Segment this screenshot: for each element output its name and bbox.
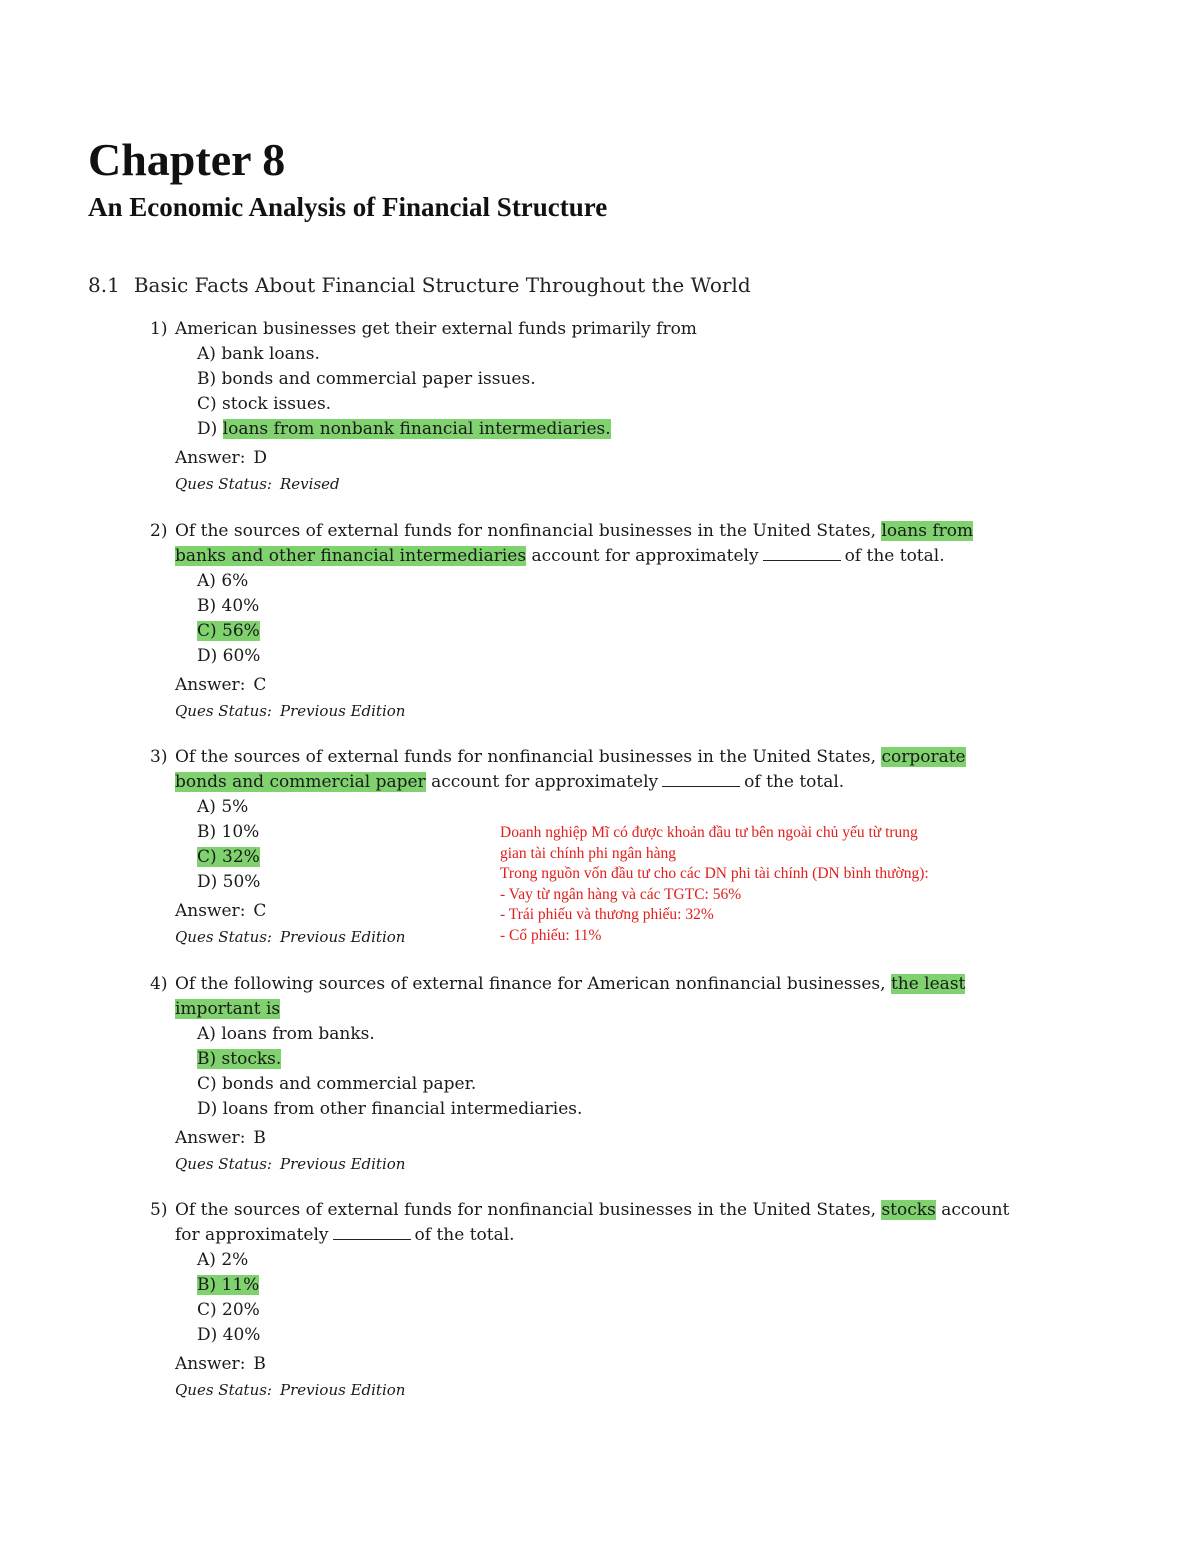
option-a: A) bank loans. (197, 344, 320, 364)
question-number: 5) (150, 1200, 168, 1220)
note-line: - Vay từ ngân hàng và các TGTC: 56% (500, 885, 742, 903)
option-b (197, 1047, 1010, 1072)
question-4 (150, 972, 1010, 1175)
highlighted-text: loans from nonbank financial intermediaries. (222, 419, 611, 439)
option-a: A) 6% (197, 571, 249, 591)
question-number: 3) (150, 747, 168, 767)
option-c: C) bonds and commercial paper. (197, 1074, 477, 1094)
options-list (150, 342, 1010, 442)
answer-value: D (253, 448, 268, 468)
option-d: D) loans from nonbank financial intermediaries. (197, 419, 611, 439)
option-a: A) 5% (197, 797, 249, 817)
option-b (197, 1273, 1010, 1298)
note-line: Trong nguồn vốn đầu tư cho các DN phi tài chính (DN bình thường): (500, 865, 929, 882)
chapter-title: Chapter 8 (88, 134, 286, 185)
question-1 (150, 317, 1010, 495)
option-a: A) loans from banks. (197, 1024, 375, 1044)
options-list (150, 1022, 1010, 1122)
answer-line: Answer: C (175, 675, 267, 695)
highlighted-text: corporate (881, 747, 966, 767)
option-c: C) stock issues. (197, 394, 332, 414)
section-heading (88, 270, 751, 300)
question-stem: 1) American businesses get their external funds primarily from (150, 317, 1010, 342)
answer-value: B (253, 1354, 266, 1374)
answer-line: Answer: D (175, 448, 268, 468)
note-line: - Trái phiếu và thương phiếu: 32% (500, 906, 714, 923)
option-b: B) bonds and commercial paper issues. (197, 369, 536, 389)
answer-line: Answer: C (175, 901, 267, 921)
highlighted-text: B) stocks. (197, 1049, 282, 1069)
option-b: B) 40% (197, 596, 260, 616)
highlighted-text: the least (890, 974, 966, 994)
highlighted-text: important is (175, 999, 281, 1019)
option-c: C) 20% (197, 1300, 260, 1320)
question-number: 2) (150, 521, 168, 541)
answer-line: Answer: B (175, 1128, 266, 1148)
option-d: D) 50% (197, 872, 261, 892)
option-d: D) loans from other financial intermediaries. (197, 1099, 583, 1119)
annotation-note (500, 823, 1000, 946)
option-d: D) 40% (197, 1325, 261, 1345)
question-status: Ques Status: Revised (175, 475, 340, 493)
question-number: 4) (150, 974, 168, 994)
question-status: Ques Status: Previous Edition (175, 928, 406, 946)
answer-line: Answer: B (175, 1354, 266, 1374)
option-b: B) 10% (197, 822, 260, 842)
section-number: 8.1 (88, 273, 120, 297)
question-status: Ques Status: Previous Edition (175, 1381, 406, 1399)
highlighted-text: C) 56% (197, 621, 260, 641)
question-status: Ques Status: Previous Edition (175, 702, 406, 720)
question-status: Ques Status: Previous Edition (175, 1155, 406, 1173)
answer-value: B (253, 1128, 266, 1148)
option-c (197, 619, 1010, 644)
highlighted-text: stocks (881, 1200, 936, 1220)
section-title: Basic Facts About Financial Structure Throughout the World (133, 273, 751, 297)
question-2 (150, 519, 1010, 722)
answer-value: C (253, 901, 267, 921)
highlighted-text: bonds and commercial paper (175, 772, 426, 792)
answer-value: C (253, 675, 267, 695)
highlighted-text: C) 32% (197, 847, 260, 867)
question-stem: 2) Of the sources of external funds for nonfinancial businesses in the United States, loans from banks and other financial intermediaries account for approximately of the total. (150, 521, 974, 566)
highlighted-text: banks and other financial intermediaries (175, 546, 527, 566)
question-5 (150, 1198, 1010, 1401)
question-stem: 5) Of the sources of external funds for nonfinancial businesses in the United States, stocks account for approximately of the total. (150, 1200, 1010, 1245)
answer-blank (763, 546, 841, 561)
answer-blank (333, 1225, 411, 1240)
note-line: Doanh nghiệp Mĩ có được khoản đầu tư bên ngoài chủ yếu từ trung (500, 824, 918, 841)
option-a: A) 2% (197, 1250, 249, 1270)
question-number: 1) (150, 319, 168, 339)
highlighted-text: B) 11% (197, 1275, 260, 1295)
options-list (150, 1248, 1010, 1348)
question-stem: 3) Of the sources of external funds for nonfinancial businesses in the United States, corporate bonds and commercial paper account for approximately of the total. (150, 747, 966, 792)
question-stem: 4) Of the following sources of external finance for American nonfinancial businesses, the least important is (150, 974, 966, 1019)
chapter-subtitle: An Economic Analysis of Financial Structure (88, 192, 608, 222)
note-line: - Cổ phiếu: 11% (500, 926, 602, 944)
note-line: gian tài chính phi ngân hàng (500, 844, 677, 862)
options-list (150, 569, 1010, 669)
option-d: D) 60% (197, 646, 261, 666)
answer-blank (662, 772, 740, 787)
highlighted-text: loans from (881, 521, 974, 541)
